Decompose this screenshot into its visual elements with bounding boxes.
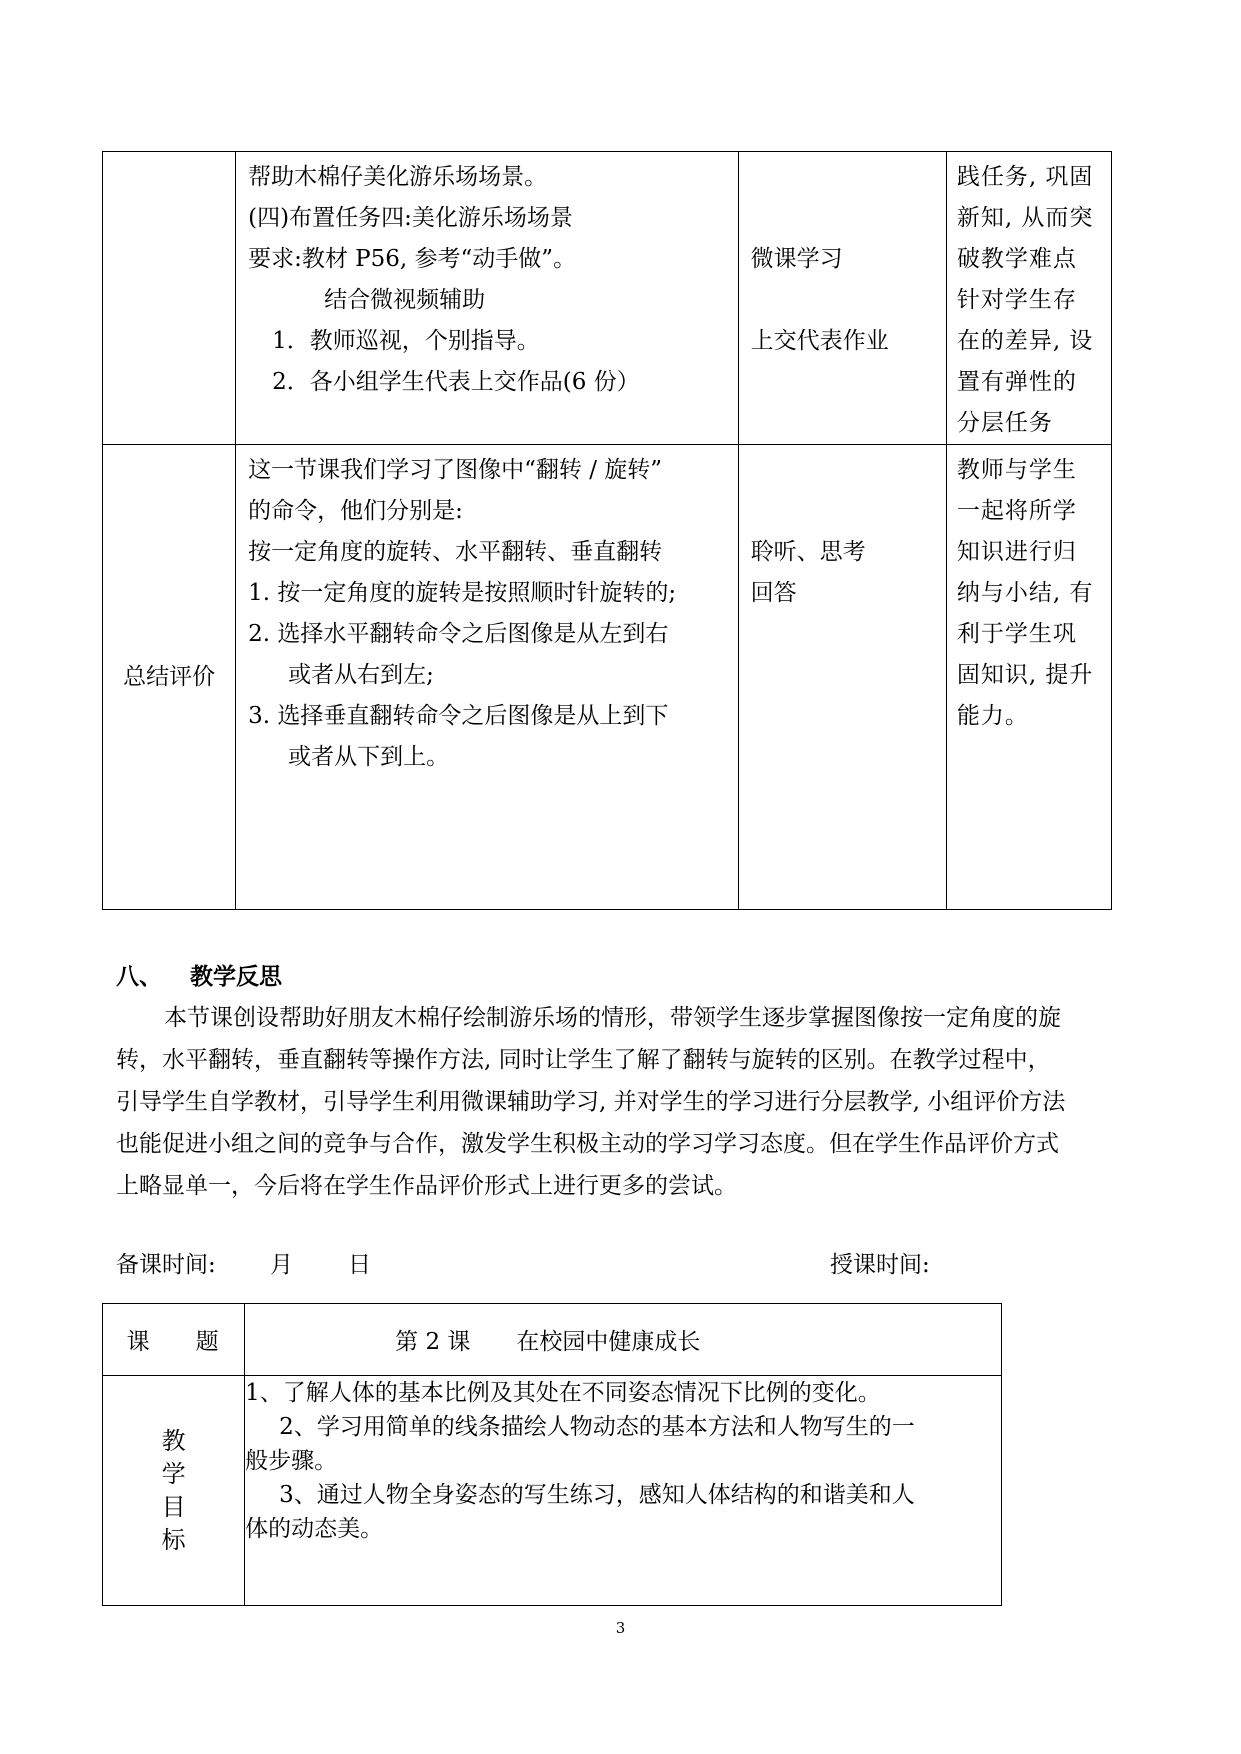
topic-label-cell [103, 1304, 245, 1376]
table-row [103, 1304, 1002, 1376]
topic-label-char: 题 [195, 1329, 221, 1355]
teacher-activity-cell [236, 445, 738, 910]
text-line: 破教学难点 [956, 246, 1077, 272]
text-line: 或者从右到左; [288, 662, 434, 688]
student-activity-cell [738, 445, 946, 910]
text-line: 2. 选择水平翻转命令之后图像是从左到右 [248, 621, 669, 647]
text-line: 固知识, 提升 [956, 662, 1094, 688]
paragraph-line: 上略显单一，今后将在学生作品评价形式上进行更多的尝试。 [116, 1173, 737, 1199]
text-line: 纳与小结, 有 [956, 580, 1094, 606]
text-line: 知识进行归 [956, 539, 1077, 565]
section-title: 教学反思 [190, 964, 282, 990]
goal-line: 1、了解人体的基本比例及其处在不同姿态情况下比例的变化。 [245, 1380, 881, 1406]
text-line: 针对学生存 [956, 287, 1077, 313]
stage-label: 总结评价 [123, 663, 216, 690]
goal-label-char: 标 [161, 1525, 186, 1554]
paragraph-line: 本节课创设帮助好朋友木棉仔绘制游乐场的情形，带领学生逐步掌握图像按一定角度的旋 [164, 1005, 1061, 1031]
schedule-row [116, 1248, 1116, 1282]
paragraph-line: 转，水平翻转，垂直翻转等操作方法, 同时让学生了解了翻转与旋转的区别。在教学过程中， [116, 1047, 1051, 1073]
text-line: 1. 按一定角度的旋转是按照顺时针旋转的; [248, 580, 677, 606]
day-label: 日 [348, 1252, 371, 1278]
text-line: 聆听、思考 [750, 539, 866, 565]
text-line: 置有弹性的 [956, 369, 1077, 395]
goal-label-cell [103, 1376, 245, 1606]
goal-line: 般步骤。 [245, 1448, 338, 1474]
design-intent-cell [946, 152, 1111, 445]
text-line: 能力。 [956, 703, 1029, 729]
goal-line: 体的动态美。 [245, 1516, 384, 1542]
paragraph-line: 引导学生自学教材，引导学生利用微课辅助学习, 并对学生的学习进行分层教学, 小组评价方法 [116, 1089, 1066, 1115]
text-line: 这一节课我们学习了图像中“翻转 / 旋转” [248, 457, 663, 483]
goal-label-char: 教 [161, 1426, 186, 1455]
reflection-paragraph [116, 997, 1130, 1207]
text-line: 分层任务 [956, 410, 1053, 436]
goals-cell [245, 1376, 1002, 1606]
stage-cell [103, 152, 236, 445]
goal-label-char: 学 [161, 1459, 186, 1488]
month-label: 月 [270, 1252, 293, 1278]
text-line: 2．各小组学生代表上交作品(6 份） [272, 369, 640, 395]
section-number: 八、 [116, 964, 162, 990]
lesson-process-table [102, 151, 1112, 910]
text-line: (四)布置任务四:美化游乐场场景 [248, 205, 573, 231]
lesson-number: 第 2 课 [395, 1329, 471, 1355]
text-line: 3. 选择垂直翻转命令之后图像是从上到下 [248, 703, 669, 729]
text-line: 帮助木棉仔美化游乐场场景。 [248, 164, 548, 190]
goal-label-char: 目 [161, 1492, 186, 1521]
paragraph-line: 也能促进小组之间的竞争与合作，激发学生积极主动的学习学习态度。但在学生作品评价方式 [116, 1131, 1059, 1157]
text-line: 一起将所学 [956, 498, 1077, 524]
text-line: 要求:教材 P56, 参考“动手做”。 [248, 246, 577, 272]
topic-title-cell [245, 1304, 1002, 1376]
teacher-activity-cell [236, 152, 738, 445]
lesson-title: 在校园中健康成长 [516, 1329, 701, 1355]
text-line: 回答 [750, 580, 797, 606]
student-activity-cell [738, 152, 946, 445]
text-line: 或者从下到上。 [288, 744, 450, 770]
text-line: 按一定角度的旋转、水平翻转、垂直翻转 [248, 539, 663, 565]
text-line: 1．教师巡视，个别指导。 [272, 328, 540, 354]
design-intent-cell [946, 445, 1111, 910]
text-line: 利于学生巩 [956, 621, 1077, 647]
page-number: 3 [615, 1619, 626, 1637]
text-line: 结合微视频辅助 [324, 287, 486, 313]
teach-time-label: 授课时间: [830, 1252, 930, 1278]
text-line: 在的差异, 设 [956, 328, 1094, 354]
text-line: 教师与学生 [956, 457, 1077, 483]
stage-cell [103, 445, 236, 910]
table-row [103, 152, 1112, 445]
prep-time-label: 备课时间: [116, 1252, 216, 1278]
table-row [103, 445, 1112, 910]
text-line: 的命令，他们分别是: [248, 498, 463, 524]
text-line: 微课学习 [750, 246, 843, 272]
lesson-plan-table [102, 1303, 1002, 1606]
topic-label-char: 课 [126, 1329, 152, 1355]
goal-line: 2、学习用简单的线条描绘人物动态的基本方法和人物写生的一 [279, 1414, 915, 1440]
table-row [103, 1376, 1002, 1606]
text-line: 新知, 从而突 [956, 205, 1094, 231]
section-heading [116, 960, 282, 994]
goal-line: 3、通过人物全身姿态的写生练习，感知人体结构的和谐美和人 [279, 1482, 915, 1508]
text-line: 践任务, 巩固 [956, 164, 1094, 190]
text-line: 上交代表作业 [750, 328, 889, 354]
